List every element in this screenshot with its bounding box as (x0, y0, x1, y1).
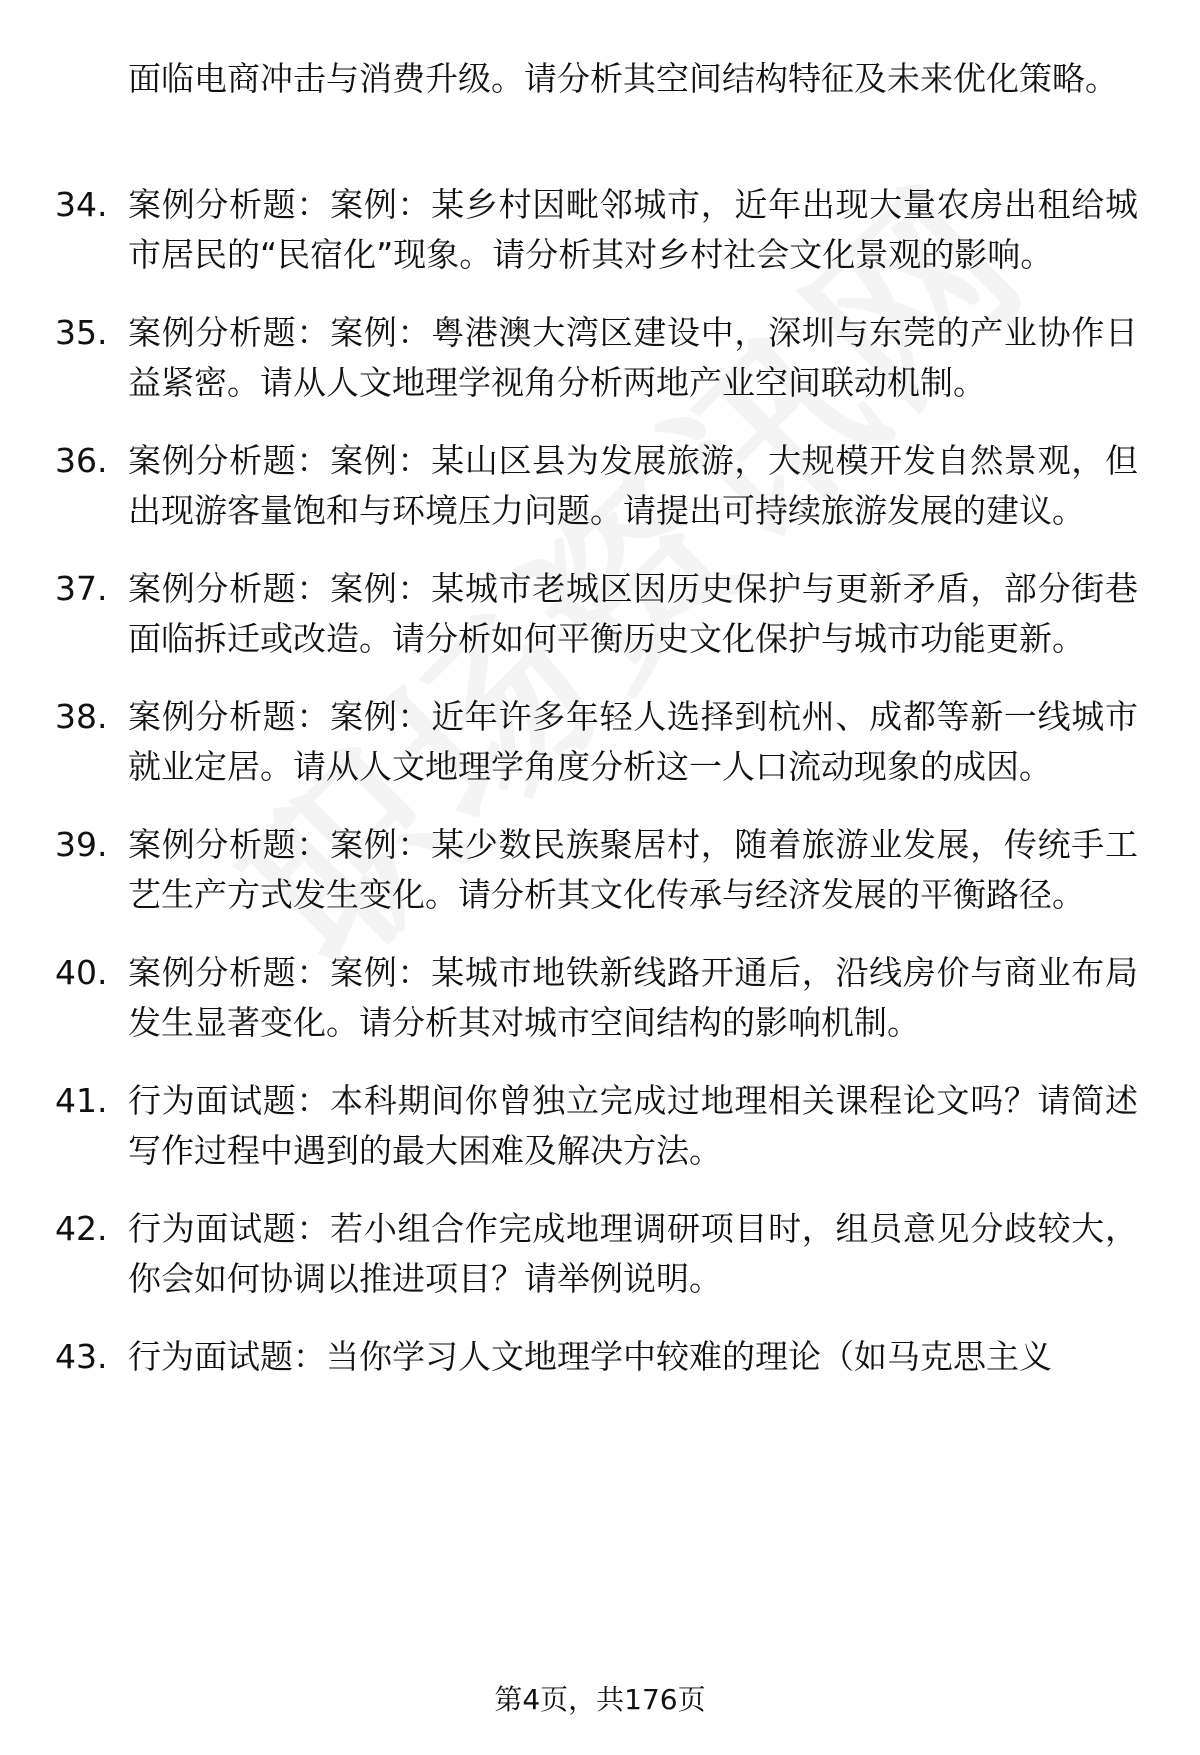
question-number: 38. (55, 697, 108, 736)
question-number: 42. (55, 1209, 108, 1248)
question-number: 36. (55, 441, 108, 480)
question-text: 案例分析题：案例：粤港澳大湾区建设中，深圳与东莞的产业协作日益紧密。请从人文地理学视角分析两地产业空间联动机制。 (128, 313, 1138, 402)
question-number: 34. (55, 185, 108, 224)
question-item (0, 1332, 1200, 1382)
question-number: 39. (55, 825, 108, 864)
question-number: 41. (55, 1081, 108, 1120)
question-text: 案例分析题：案例：某少数民族聚居村，随着旅游业发展，传统手工艺生产方式发生变化。请分析其文化传承与经济发展的平衡路径。 (128, 825, 1138, 914)
question-item (0, 308, 1200, 408)
question-text: 案例分析题：案例：某城市地铁新线路开通后，沿线房价与商业布局发生显著变化。请分析其对城市空间结构的影响机制。 (128, 953, 1138, 1042)
question-item (0, 564, 1200, 664)
question-list (0, 180, 1200, 1410)
question-item (0, 692, 1200, 792)
question-text: 行为面试题：若小组合作完成地理调研项目时，组员意见分歧较大，你会如何协调以推进项目？请举例说明。 (128, 1209, 1138, 1298)
question-text: 案例分析题：案例：某乡村因毗邻城市，近年出现大量农房出租给城市居民的“民宿化”现象。请分析其对乡村社会文化景观的影响。 (128, 185, 1138, 274)
continued-question-text: 面临电商冲击与消费升级。请分析其空间结构特征及未来优化策略。 (128, 59, 1118, 98)
question-text: 行为面试题：当你学习人文地理学中较难的理论（如马克思主义 (128, 1337, 1052, 1376)
question-number: 43. (55, 1337, 108, 1376)
question-item (0, 180, 1200, 280)
question-text: 案例分析题：案例：某山区县为发展旅游，大规模开发自然景观，但出现游客量饱和与环境压力问题。请提出可持续旅游发展的建议。 (128, 441, 1138, 530)
question-item (0, 436, 1200, 536)
question-text: 案例分析题：案例：近年许多年轻人选择到杭州、成都等新一线城市就业定居。请从人文地理学角度分析这一人口流动现象的成因。 (128, 697, 1138, 786)
question-number: 35. (55, 313, 108, 352)
question-number: 40. (55, 953, 108, 992)
question-item (0, 1204, 1200, 1304)
question-item (0, 948, 1200, 1048)
question-item (0, 1076, 1200, 1176)
question-number: 37. (55, 569, 108, 608)
page-number-footer: 第4页，共176页 (494, 1683, 706, 1716)
question-text: 案例分析题：案例：某城市老城区因历史保护与更新矛盾，部分街巷面临拆迁或改造。请分析如何平衡历史文化保护与城市功能更新。 (128, 569, 1138, 658)
question-text: 行为面试题：本科期间你曾独立完成过地理相关课程论文吗？请简述写作过程中遇到的最大困难及解决方法。 (128, 1081, 1138, 1170)
question-item (0, 820, 1200, 920)
